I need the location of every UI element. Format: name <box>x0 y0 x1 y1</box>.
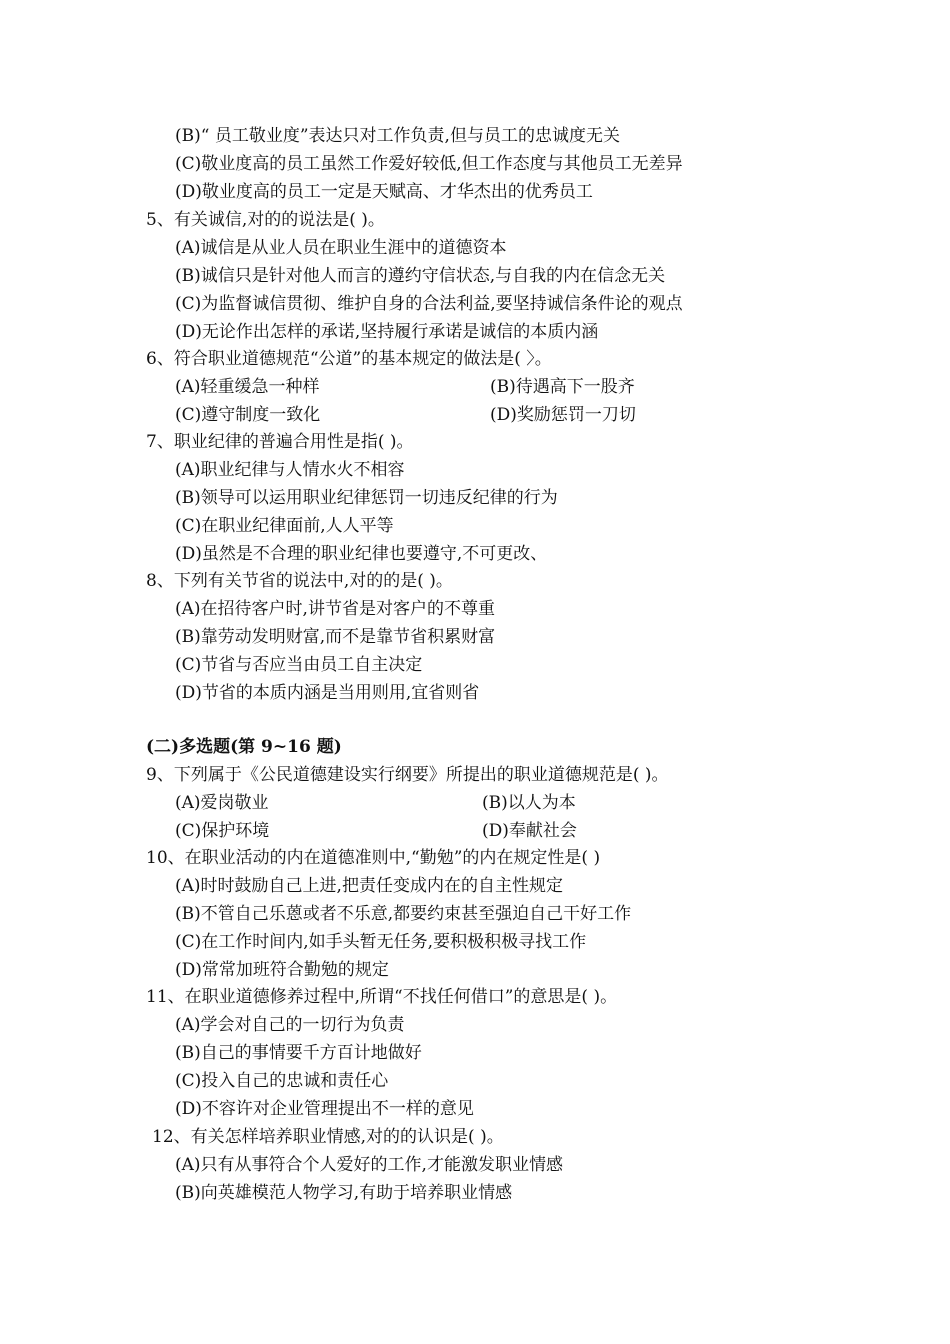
section-heading: (二)多选题(第 9~16 题) <box>146 737 342 757</box>
question-line: 11、在职业道德修养过程中,所谓“不找任何借口”的意思是( )。 <box>146 987 618 1007</box>
option-line: (A)职业纪律与人情水火不相容 <box>175 460 405 480</box>
option-line: (B)靠劳动发明财富,而不是靠节省积累财富 <box>175 627 496 647</box>
question-line: 5、有关诚信,对的的说法是( )。 <box>146 210 385 230</box>
option-line: (A)诚信是从业人员在职业生涯中的道德资本 <box>175 238 507 258</box>
option-line: (D)无论作出怎样的承诺,坚持履行承诺是诚信的本质内涵 <box>175 322 599 342</box>
option-line: (A)只有从事符合个人爱好的工作,才能激发职业情感 <box>175 1155 563 1175</box>
option-line: (D)奉献社会 <box>482 821 577 841</box>
option-line: (A)学会对自己的一切行为负责 <box>175 1015 405 1035</box>
option-line: (D)虽然是不合理的职业纪律也要遵守,不可更改、 <box>175 544 548 564</box>
option-line: (D)不容许对企业管理提出不一样的意见 <box>175 1099 474 1119</box>
option-line: (C)在工作时间内,如手头暂无任务,要积极积极寻找工作 <box>175 932 587 952</box>
option-line: (B)以人为本 <box>482 793 576 813</box>
option-line: (C)节省与否应当由员工自主决定 <box>175 655 423 675</box>
option-line: (A)时时鼓励自己上进,把责任变成内在的自主性规定 <box>175 876 563 896</box>
option-line: (B)向英雄模范人物学习,有助于培养职业情感 <box>175 1183 513 1203</box>
option-line: (B)诚信只是针对他人而言的遵约守信状态,与自我的内在信念无关 <box>175 266 666 286</box>
option-line: (D)奖励惩罚一刀切 <box>490 405 636 425</box>
option-line: (B)自己的事情要千方百计地做好 <box>175 1043 422 1063</box>
question-line: 8、下列有关节省的说法中,对的的是( )。 <box>146 571 453 591</box>
option-line: (B)待遇高下一股齐 <box>490 377 635 397</box>
question-line: 6、符合职业道德规范“公道”的基本规定的做法是( 〉。 <box>146 349 552 369</box>
option-line: (C)在职业纪律面前,人人平等 <box>175 516 394 536</box>
question-line: 12、有关怎样培养职业情感,对的的认识是( )。 <box>152 1127 504 1147</box>
question-line: 7、职业纪律的普遍合用性是指( )。 <box>146 432 414 452</box>
option-line: (B)领导可以运用职业纪律惩罚一切违反纪律的行为 <box>175 488 558 508</box>
question-line: 10、在职业活动的内在道德准则中,“勤勉”的内在规定性是( ) <box>146 848 601 868</box>
option-line: (D)敬业度高的员工一定是天赋高、才华杰出的优秀员工 <box>175 182 593 202</box>
option-line: (A)轻重缓急一种样 <box>175 377 320 397</box>
option-line: (C)保护环境 <box>175 821 270 841</box>
option-line: (D)节省的本质内涵是当用则用,宜省则省 <box>175 683 480 703</box>
option-line: (C)敬业度高的员工虽然工作爱好较低,但工作态度与其他员工无差异 <box>175 154 683 174</box>
option-line: (B)不管自己乐蒽或者不乐意,都要约束甚至强迫自己干好工作 <box>175 904 632 924</box>
option-line: (D)常常加班符合勤勉的规定 <box>175 960 389 980</box>
option-line: (A)爱岗敬业 <box>175 793 269 813</box>
option-line: (A)在招待客户时,讲节省是对客户的不尊重 <box>175 599 495 619</box>
option-line: (C)投入自己的忠诚和责任心 <box>175 1071 389 1091</box>
option-line: (B)“ 员工敬业度”表达只对工作负责,但与员工的忠诚度无关 <box>175 126 620 146</box>
option-line: (C)为监督诚信贯彻、维护自身的合法利益,要坚持诚信条件论的观点 <box>175 294 683 314</box>
question-line: 9、下列属于《公民道德建设实行纲要》所提出的职业道德规范是( )。 <box>146 765 669 785</box>
option-line: (C)遵守制度一致化 <box>175 405 321 425</box>
